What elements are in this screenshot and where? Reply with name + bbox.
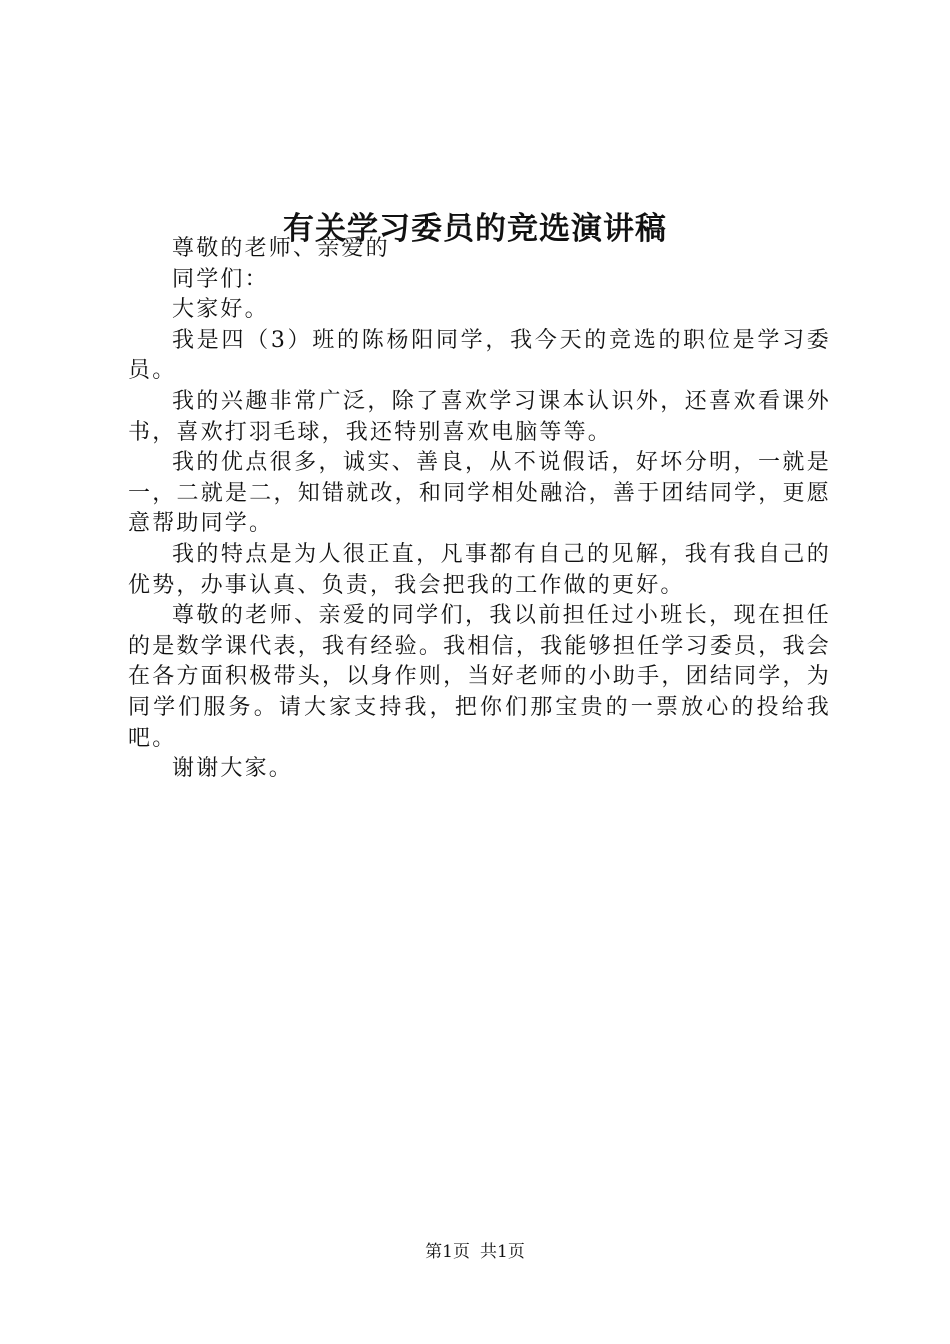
paragraph-characteristics: 我的特点是为人很正直，凡事都有自己的见解，我有我自己的优势，办事认真、负责，我会把我的工作做的更好。 — [128, 541, 831, 598]
page-number: 第1页 — [425, 1242, 470, 1262]
paragraph-experience: 尊敬的老师、亲爱的同学们，我以前担任过小班长，现在担任的是数学课代表，我有经验。我相信，我能够担任学习委员，我会在各方面积极带头，以身作则，当好老师的小助手，团结同学，为同学们服务。请大家支持我，把你们那宝贵的一票放心的投给我吧。 — [128, 603, 831, 751]
paragraph-greeting: 大家好。 — [172, 297, 269, 323]
document-body — [128, 234, 831, 785]
document-title: 有关学习委员的竞选演讲稿 — [283, 210, 667, 247]
paragraph-salutation-1: 尊敬的老师、亲爱的 — [172, 236, 390, 261]
page-footer — [0, 1240, 950, 1264]
paragraph-salutation-2: 同学们： — [172, 266, 269, 292]
paragraph-strengths: 我的优点很多，诚实、善良，从不说假话，好坏分明，一就是一，二就是二，知错就改，和同学相处融洽，善于团结同学，更愿意帮助同学。 — [128, 450, 831, 537]
paragraph-closing: 谢谢大家。 — [172, 756, 294, 782]
paragraph-interests: 我的兴趣非常广泛，除了喜欢学习课本认识外，还喜欢看课外书，喜欢打羽毛球，我还特别喜欢电脑等等。 — [128, 388, 831, 445]
page-total: 共1页 — [480, 1242, 525, 1262]
paragraph-introduction: 我是四（3）班的陈杨阳同学，我今天的竞选的职位是学习委员。 — [128, 327, 831, 384]
